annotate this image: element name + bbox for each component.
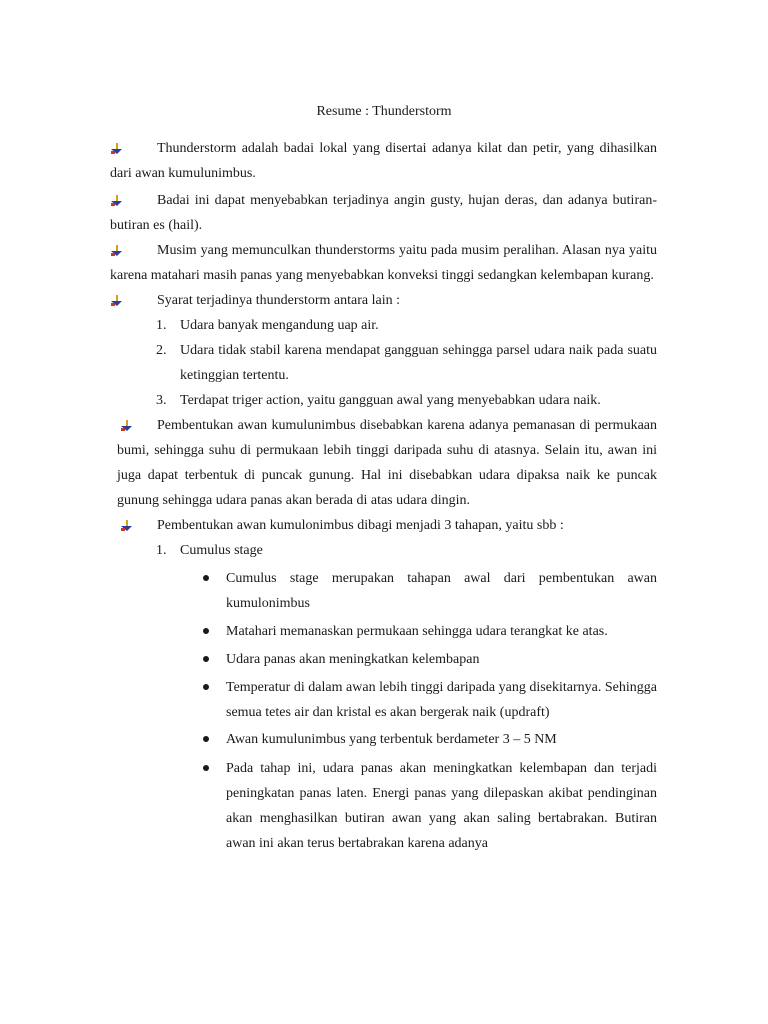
bullet-dot-icon (203, 656, 209, 662)
bullet-text: Pembentukan awan kumulunimbus disebabkan karena adanya pemanasan di permukaan bumi, sehingga suhu di permukaan lebih tinggi daripada suhu di atasnya. Selain itu, awan ini juga dapat terbentuk di puncak gunung. Hal ini disebabkan udara dipaksa naik ke puncak gunung sehingga udara panas akan berada di atas udara dingin. (117, 418, 657, 508)
sub-bullet-text: Matahari memanaskan permukaan sehingga udara terangkat ke atas. (226, 624, 608, 639)
bullet-dot-icon (203, 684, 209, 690)
bullet-dot-icon (203, 575, 209, 581)
numbered-item (156, 338, 657, 388)
sub-bullet-text: Awan kumulunimbus yang terbentuk berdameter 3 – 5 NM (226, 732, 557, 747)
bullet-paragraph-5 (117, 413, 657, 513)
sub-bullet-text: Pada tahap ini, udara panas akan meningkatkan kelembapan dan terjadi peningkatan panas laten. Energi panas yang dilepaskan akibat pendinginan akan menghasilkan butiran awan yang akan saling bertabrakan. Butiran awan ini akan terus bertabrakan karena adanya (226, 761, 657, 851)
sub-bullet-item (226, 647, 657, 672)
sub-bullet-text: Cumulus stage merupakan tahapan awal dari pembentukan awan kumulonimbus (226, 571, 657, 611)
arrow-bullet-icon (110, 245, 123, 257)
sub-bullet-text: Temperatur di dalam awan lebih tinggi daripada yang disekitarnya. Sehingga semua tetes air dan kristal es akan bergerak naik (updraft) (226, 680, 657, 720)
arrow-bullet-icon (120, 420, 133, 432)
sub-bullet-item (226, 566, 657, 616)
bullet-text: Musim yang memunculkan thunderstorms yaitu pada musim peralihan. Alasan nya yaitu karena matahari masih panas yang menyebabkan konveksi tinggi sedangkan kelembapan kurang. (110, 243, 657, 283)
arrow-bullet-icon (110, 295, 123, 307)
bullet-text: Syarat terjadinya thunderstorm antara lain : (157, 293, 400, 308)
sub-bullet-item (226, 727, 657, 752)
sub-bullet-item (226, 619, 657, 644)
page-title: Resume : Thunderstorm (316, 104, 452, 119)
document-body (0, 136, 768, 856)
sub-bullet-text: Udara panas akan meningkatkan kelembapan (226, 652, 480, 667)
sub-bullet-item (226, 675, 657, 725)
bullet-text: Thunderstorm adalah badai lokal yang disertai adanya kilat dan petir, yang dihasilkan dari awan kumulunimbus. (110, 141, 657, 181)
bullet-paragraph-6 (117, 513, 657, 538)
list-text: Udara tidak stabil karena mendapat gangguan sehingga parsel udara naik pada suatu ketinggian tertentu. (180, 343, 657, 383)
list-number: 1. (156, 543, 167, 558)
bullet-text: Pembentukan awan kumulonimbus dibagi menjadi 3 tahapan, yaitu sbb : (157, 518, 564, 533)
numbered-item (156, 538, 657, 563)
bullet-dot-icon (203, 736, 209, 742)
arrow-bullet-icon (110, 195, 123, 207)
bullet-paragraph-3 (110, 238, 657, 288)
bullet-paragraph-1 (110, 136, 657, 186)
sub-bullet-item (226, 756, 657, 856)
list-number: 1. (156, 318, 167, 333)
list-text: Terdapat triger action, yaitu gangguan awal yang menyebabkan udara naik. (180, 393, 601, 408)
list-number: 3. (156, 393, 167, 408)
bullet-dot-icon (203, 628, 209, 634)
bullet-paragraph-4 (110, 288, 657, 313)
bullet-paragraph-2 (110, 188, 657, 238)
arrow-bullet-icon (110, 143, 123, 155)
list-text: Udara banyak mengandung uap air. (180, 318, 379, 333)
bullet-text: Badai ini dapat menyebabkan terjadinya angin gusty, hujan deras, dan adanya butiran-butiran es (hail). (110, 193, 657, 233)
list-number: 2. (156, 343, 167, 358)
bullet-dot-icon (203, 765, 209, 771)
list-text: Cumulus stage (180, 543, 263, 558)
arrow-bullet-icon (120, 520, 133, 532)
numbered-item (156, 388, 657, 413)
numbered-item (156, 313, 657, 338)
